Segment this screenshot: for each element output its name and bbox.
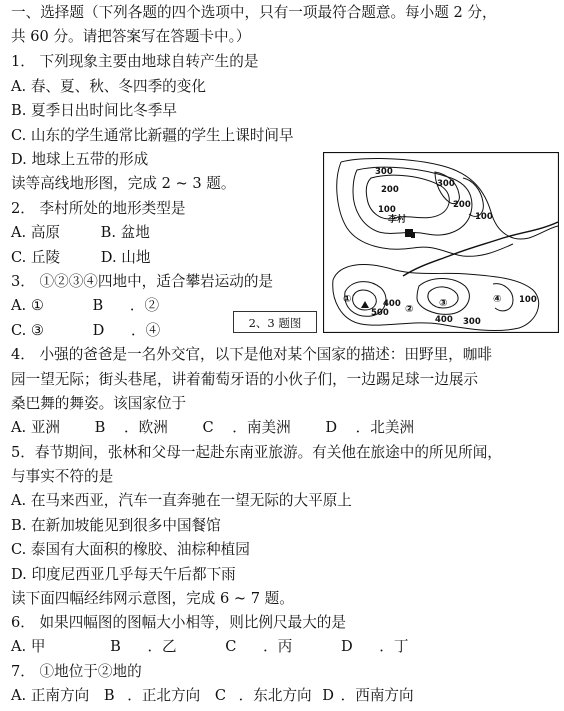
section-header-line2: 共 60 分。请把答案写在答题卡中。） (11, 28, 251, 45)
q6-option-b: B (110, 638, 121, 655)
q7-option-b-text: ．正北方向 (127, 687, 201, 704)
q6-option-b-text: ．乙 (147, 638, 177, 655)
q4-line1: 4． 小强的爸爸是一名外交官，以下是他对某个国家的描述：田野里，咖啡 (11, 346, 492, 363)
village-label: 李村 (388, 215, 407, 225)
q6-stem: 6． 如果四幅图的图幅大小相等，则比例尺最大的是 (11, 614, 346, 631)
q1-option-b: B. 夏季日出时间比冬季早 (11, 102, 177, 119)
q3-stem: 3． ①②③④四地中，适合攀岩运动的是 (11, 273, 274, 290)
q2-option-b: B. 盆地 (100, 224, 150, 241)
q3-option-a: A. ① (11, 297, 44, 314)
q7-stem: 7． ①地位于②地的 (11, 663, 142, 680)
contour-label: 100 (519, 295, 537, 305)
q6-option-a: A. 甲 (11, 638, 46, 655)
q3-option-b: B (92, 297, 104, 314)
q3-option-d-text: ．④ (131, 322, 161, 339)
q4-option-b: B (94, 419, 106, 436)
q2-option-c: C. 丘陵 (11, 249, 61, 266)
q2-options-row2 (11, 249, 150, 267)
q3-options-row2 (11, 322, 160, 340)
q6-option-d-text: ．丁 (379, 638, 409, 655)
q7-option-a: A. 正南方向 (11, 687, 90, 704)
q3-options-row1 (11, 297, 159, 315)
q6-option-c-text: ．丙 (263, 638, 293, 655)
q5-option-b: B. 在新加坡能见到很多中国餐馆 (11, 517, 221, 534)
q5-option-a: A. 在马来西亚，汽车一直奔驰在一望无际的大平原上 (11, 492, 352, 509)
q4-line3: 桑巴舞的舞姿。该国家位于 (11, 395, 187, 412)
point-3-label: ③ (439, 298, 448, 309)
q4-option-b-text: ．欧洲 (124, 419, 168, 436)
village-marker-ext (411, 232, 415, 238)
contour-label: 300 (437, 179, 455, 189)
contour-label: 200 (381, 185, 399, 195)
q2-stem: 2． 李村所处的地形类型是 (11, 200, 186, 217)
contour-label: 100 (475, 212, 493, 222)
q4-option-d-text: ．北美洲 (355, 419, 415, 436)
q2-option-d: D. 山地 (100, 249, 151, 266)
q4-option-d: D (325, 419, 338, 436)
contour-label: 100 (378, 205, 396, 215)
q3-option-c: C. ③ (11, 322, 45, 339)
contour-map (323, 152, 559, 333)
q3-option-b-text: ．② (129, 297, 160, 314)
q7-option-b: B (103, 687, 115, 704)
q5-option-d: D. 印度尼西亚几乎每天午后都下雨 (11, 566, 236, 583)
point-4-label: ④ (493, 294, 502, 305)
q7-option-c-text: ．东北方向 (238, 687, 312, 704)
q4-line2: 园一望无际；街头巷尾，讲着葡萄牙语的小伙子们，一边踢足球一边展示 (11, 371, 479, 388)
q3-option-d: D (92, 322, 105, 339)
contour-label: 400 (383, 299, 401, 309)
map-caption: 2、3 题图 (233, 311, 317, 333)
contour-label: 300 (463, 317, 481, 327)
reading-instruction-1: 读等高线地形图，完成 2 ~ 3 题。 (11, 175, 236, 192)
q5-option-c: C. 泰国有大面积的橡胶、油棕种植园 (11, 541, 250, 558)
section-header-line1: 一、选择题（下列各题的四个选项中，只有一项最符合题意。每小题 2 分， (11, 4, 497, 21)
q2-option-a: A. 高原 (11, 224, 61, 241)
contour-label: 500 (371, 308, 389, 318)
contour-label: 400 (435, 315, 453, 325)
q7-option-d: D (322, 687, 334, 704)
q5-line1: 5．春节期间，张林和父母一起赴东南亚旅游。有关他在旅途中的所见所闻， (11, 444, 502, 461)
q7-option-d-text: ．西南方向 (340, 687, 414, 704)
contour-label: 200 (453, 200, 471, 210)
reading-instruction-2: 读下面四幅经纬网示意图，完成 6 ~ 7 题。 (11, 590, 294, 607)
contour-label: 300 (375, 167, 393, 177)
q7-option-c: C (214, 687, 227, 704)
q6-option-c: C (225, 638, 237, 655)
q6-option-d: D (340, 638, 353, 655)
point-2-label: ② (405, 304, 414, 315)
q4-options (11, 419, 414, 437)
q5-line2: 与事实不符的是 (11, 468, 114, 485)
q1-option-d: D. 地球上五带的形成 (11, 151, 149, 168)
q7-options (11, 687, 414, 705)
q4-option-c-text: ．南美洲 (232, 419, 291, 436)
q1-stem: 1． 下列现象主要由地球自转产生的是 (11, 53, 259, 70)
q1-option-a: A. 春、夏、秋、冬四季的变化 (11, 78, 206, 95)
q4-option-a: A. 亚洲 (11, 419, 61, 436)
point-1-label: ① (343, 294, 352, 305)
q4-option-c: C (202, 419, 214, 436)
q2-options-row1 (11, 224, 150, 242)
q6-options (11, 638, 408, 656)
q1-option-c: C. 山东的学生通常比新疆的学生上课时间早 (11, 127, 294, 144)
